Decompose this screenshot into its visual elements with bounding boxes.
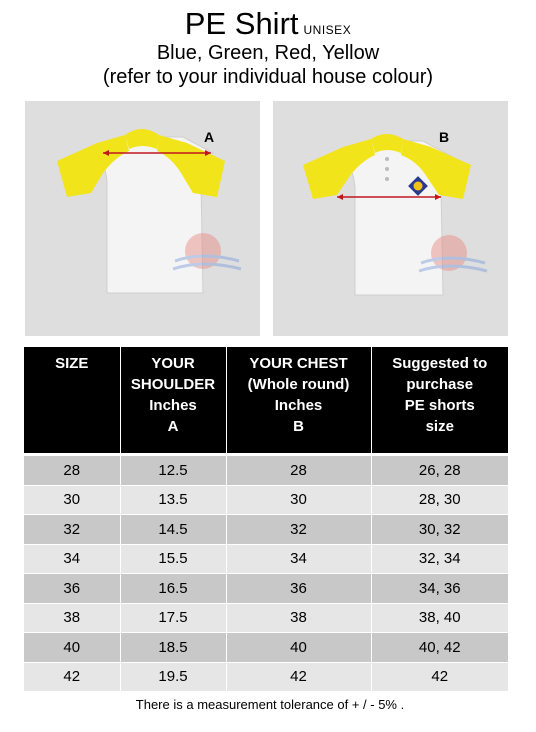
cell-shorts: 26, 28 [371, 456, 508, 486]
shirt-front-illustration [273, 101, 508, 336]
cell-size: 30 [24, 485, 120, 515]
table-row [24, 515, 508, 545]
cell-shorts: 32, 34 [371, 544, 508, 574]
cell-size: 40 [24, 633, 120, 663]
cell-shoulder: 19.5 [120, 662, 226, 691]
cell-shoulder: 17.5 [120, 603, 226, 633]
colours-line: Blue, Green, Red, Yellow [156, 42, 380, 64]
measurement-label-a: A [204, 129, 215, 145]
cell-chest: 42 [226, 662, 371, 691]
table-row [24, 574, 508, 604]
shirt-back-illustration [25, 101, 260, 336]
header-shoulder: YOUR SHOULDER Inches A [120, 347, 226, 453]
table-row [24, 485, 508, 515]
cell-chest: 32 [226, 515, 371, 545]
header-shorts-size: Suggested to purchase PE shorts size [371, 347, 508, 453]
table-row [24, 544, 508, 574]
cell-size: 42 [24, 662, 120, 691]
shirt-front-photo [273, 101, 508, 336]
cell-shoulder: 18.5 [120, 633, 226, 663]
table-row [24, 633, 508, 663]
cell-shoulder: 14.5 [120, 515, 226, 545]
table-header-row [24, 347, 508, 453]
cell-shoulder: 15.5 [120, 544, 226, 574]
cell-shorts: 38, 40 [371, 603, 508, 633]
shirt-back-photo [25, 101, 260, 336]
cell-chest: 38 [226, 603, 371, 633]
table-row [24, 662, 508, 691]
cell-shoulder: 13.5 [120, 485, 226, 515]
cell-size: 36 [24, 574, 120, 604]
button-1 [385, 157, 389, 161]
cell-shorts: 42 [371, 662, 508, 691]
cell-chest: 40 [226, 633, 371, 663]
table-row [24, 603, 508, 633]
tolerance-note: There is a measurement tolerance of + / - 5% . [135, 697, 405, 712]
title-main: PE Shirt [184, 6, 299, 41]
cell-size: 34 [24, 544, 120, 574]
page-title [0, 6, 536, 42]
table-row [24, 456, 508, 486]
button-2 [385, 167, 389, 171]
cell-chest: 28 [226, 456, 371, 486]
cell-chest: 30 [226, 485, 371, 515]
cell-shorts: 34, 36 [371, 574, 508, 604]
cell-shoulder: 12.5 [120, 456, 226, 486]
header-size: SIZE [24, 347, 120, 453]
cell-shoulder: 16.5 [120, 574, 226, 604]
size-chart-table [24, 347, 508, 691]
cell-chest: 34 [226, 544, 371, 574]
cell-size: 28 [24, 456, 120, 486]
shirt-back-collar [125, 129, 159, 149]
header-chest: YOUR CHEST (Whole round) Inches B [226, 347, 371, 453]
cell-shorts: 40, 42 [371, 633, 508, 663]
refer-line: (refer to your individual house colour) [102, 66, 434, 88]
cell-shorts: 30, 32 [371, 515, 508, 545]
title-sub: UNISEX [303, 23, 352, 37]
cell-chest: 36 [226, 574, 371, 604]
button-3 [385, 177, 389, 181]
cell-shorts: 28, 30 [371, 485, 508, 515]
cell-size: 38 [24, 603, 120, 633]
cell-size: 32 [24, 515, 120, 545]
measurement-label-b: B [439, 129, 450, 145]
